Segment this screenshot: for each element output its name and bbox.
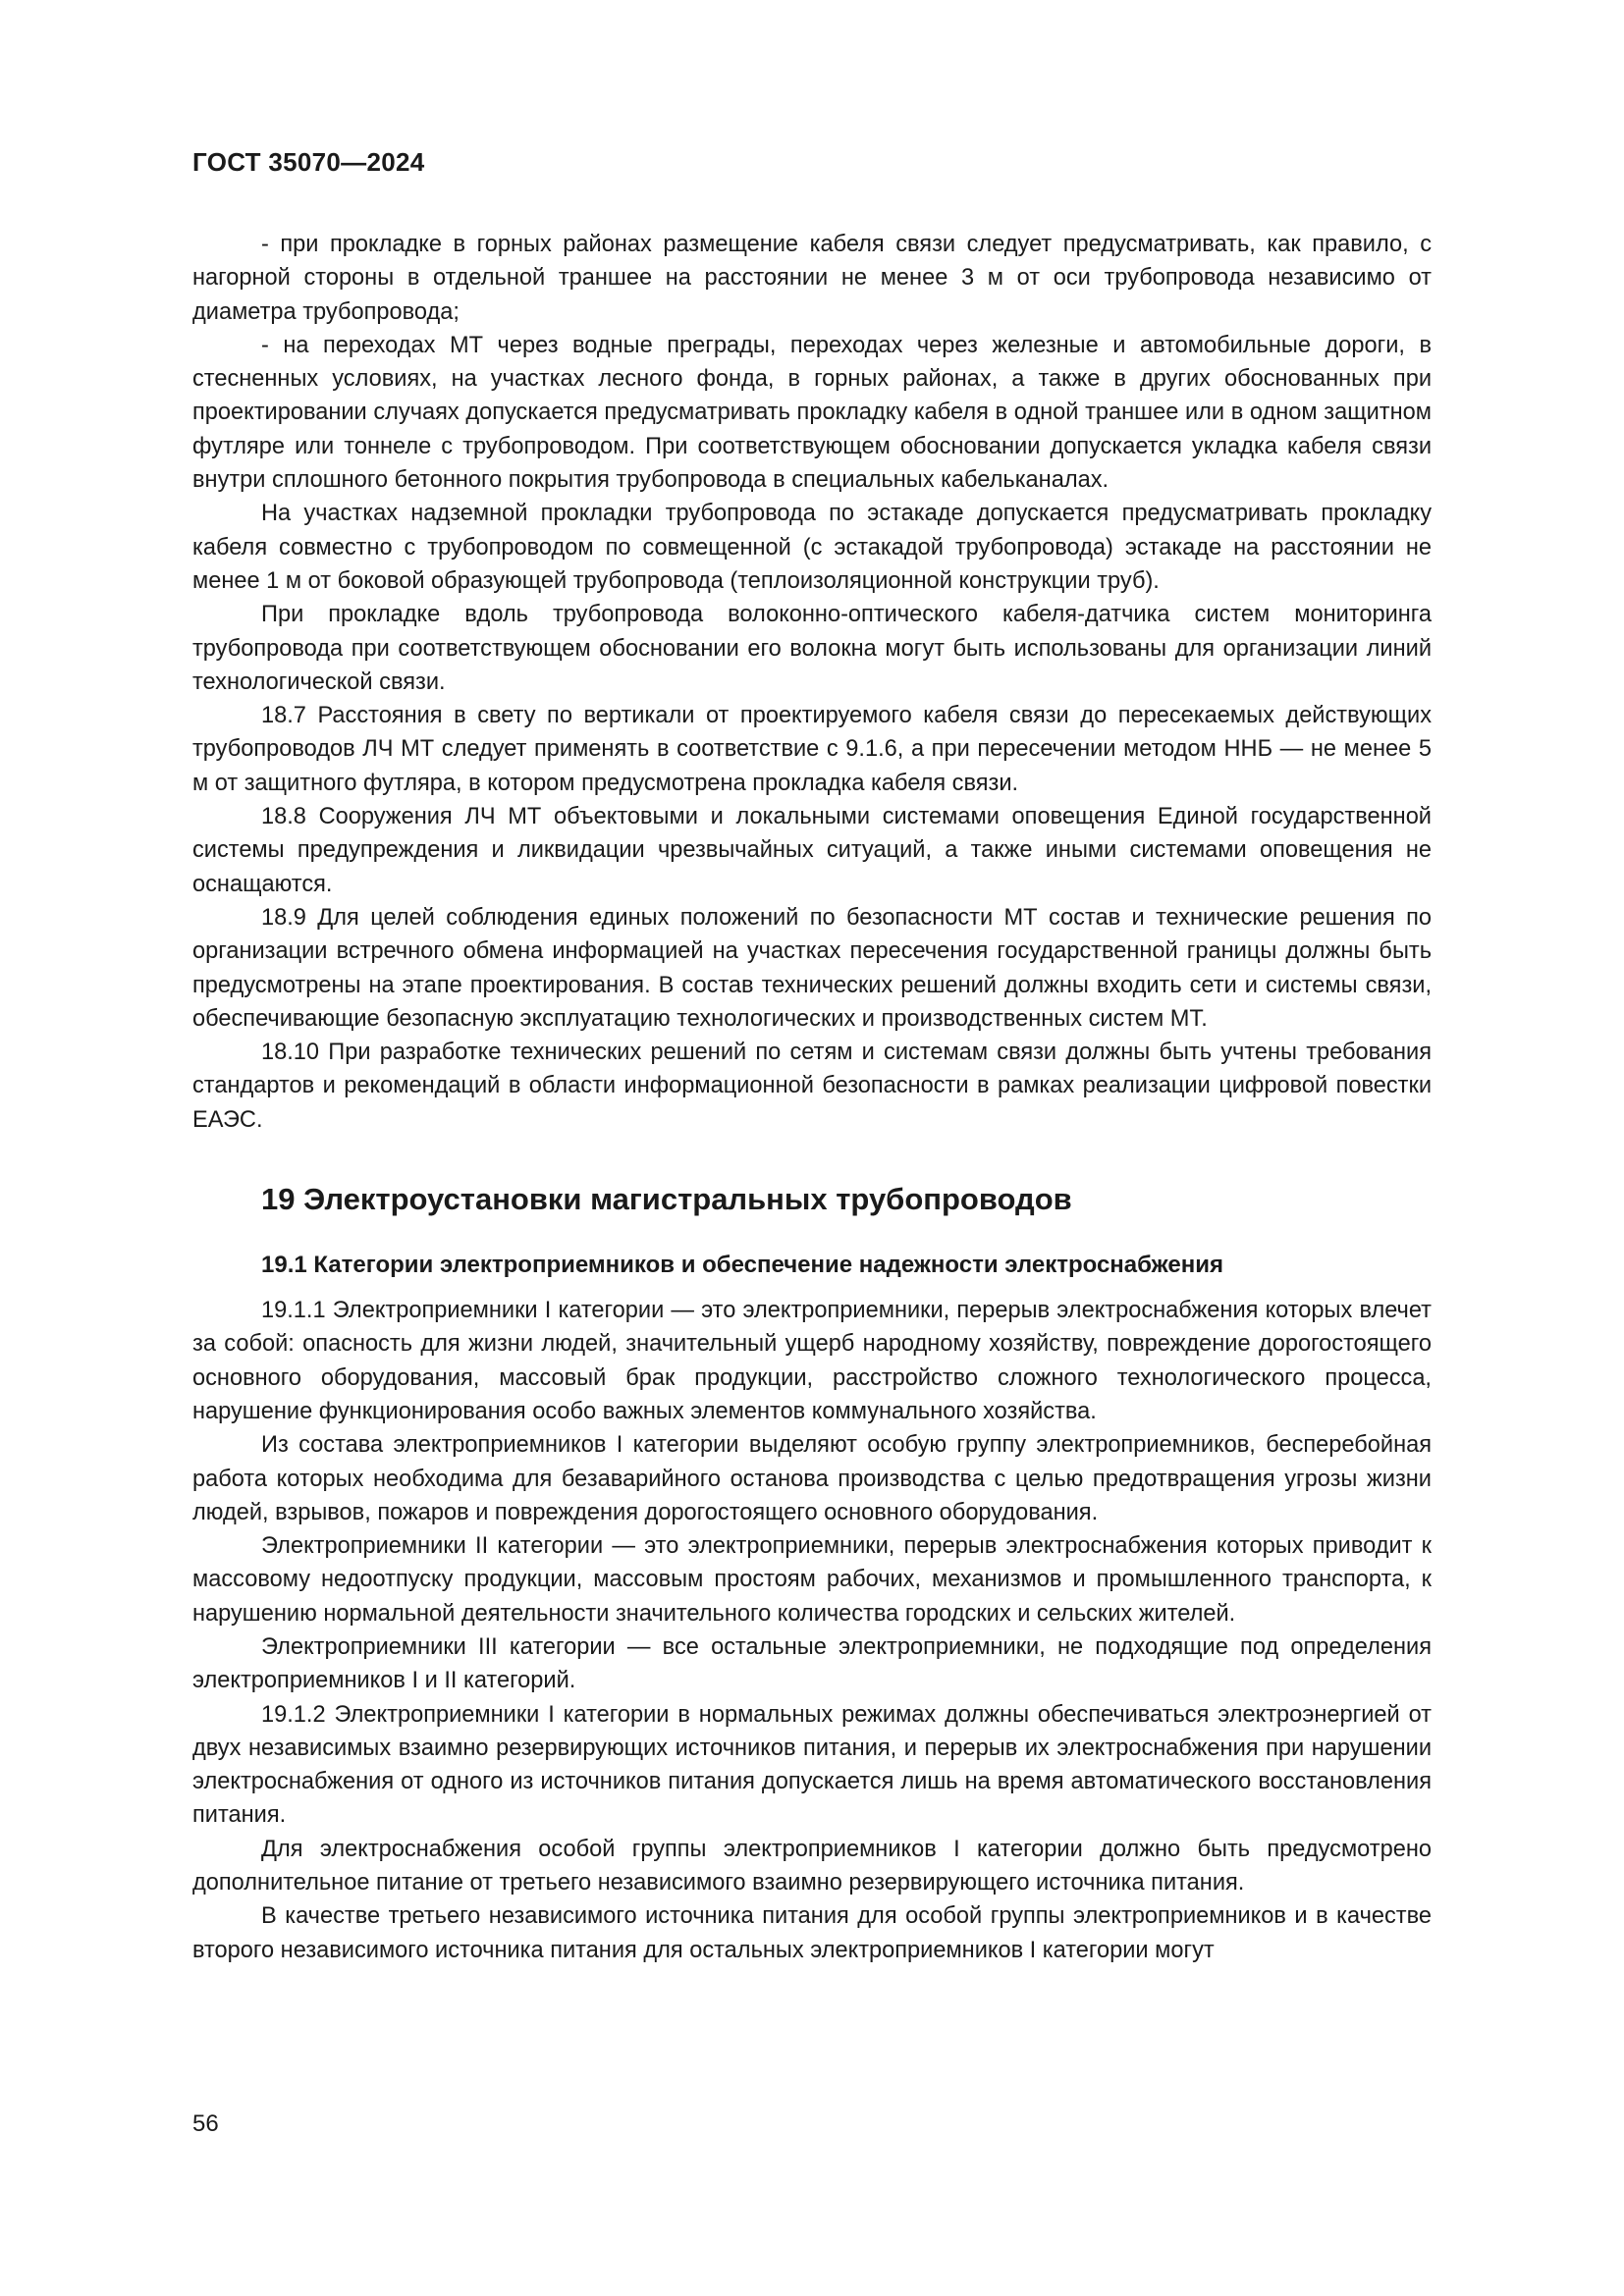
subsection-title: 19.1 Категории электроприемников и обеспечение надежности электроснабжения <box>261 1252 1223 1279</box>
paragraph-18-7: 18.7 Расстояния в свету по вертикали от проектируемого кабеля связи до пересекаемых действующих трубопроводов ЛЧ МТ следует применять в соответствие с 9.1.6, а при пересечении методом ННБ — не менее 5 м от защитного футляра, в котором предусмотрена прокладка кабеля связи. <box>192 703 1432 796</box>
section-title: 19 Электроустановки магистральных трубопроводов <box>261 1182 1072 1217</box>
page-body <box>192 228 1432 1967</box>
paragraph-19-1-1: 19.1.1 Электроприемники I категории — это электроприемники, перерыв электроснабжения которых влечет за собой: опасность для жизни людей, значительный ущерб народному хозяйству, повреждение дорогостоящего основного оборудования, массовый брак продукции, расстройство сложного технологического процесса, нарушение функционирования особо важных элементов коммунального хозяйства. <box>192 1298 1432 1424</box>
paragraph-19-1-2: 19.1.2 Электроприемники I категории в нормальных режимах должны обеспечиваться электроэнергией от двух независимых взаимно резервирующих источников питания, и перерыв их электроснабжения при нарушении электроснабжения от одного из источников питания допускается лишь на время автоматического восстановления питания. <box>192 1701 1432 1829</box>
paragraph: На участках надземной прокладки трубопровода по эстакаде допускается предусматривать прокладку кабеля совместно с трубопроводом по совмещенной (с эстакадой трубопровода) эстакаде на расстоянии не менее 1 м от боковой образующей трубопровода (теплоизоляционной конструкции труб). <box>192 501 1432 594</box>
paragraph: Электроприемники III категории — все остальные электроприемники, не подходящие под определения электроприемников I и II категорий. <box>192 1633 1432 1694</box>
paragraph: Из состава электроприемников I категории выделяют особую группу электроприемников, бесперебойная работа которых необходима для безаварийного останова производства с целью предотвращения угрозы жизни людей, взрывов, пожаров и повреждения дорогостоящего основного оборудования. <box>192 1432 1432 1525</box>
page-number: 56 <box>192 2110 219 2137</box>
paragraph: При прокладке вдоль трубопровода волоконно-оптического кабеля-датчика систем мониторинга трубопровода при соответствующем обосновании его волокна могут быть использованы для организации линий технологической связи. <box>192 602 1432 695</box>
paragraph-18-10: 18.10 При разработке технических решений по сетям и системам связи должны быть учтены требования стандартов и рекомендаций в области информационной безопасности в рамках реализации цифровой повестки ЕАЭС. <box>192 1040 1432 1133</box>
paragraph: Электроприемники II категории — это электроприемники, перерыв электроснабжения которых приводит к массовому недоотпуску продукции, массовым простоям рабочих, механизмов и промышленного транспорта, к нарушению нормальной деятельности значительного количества городских и сельских жителей. <box>192 1533 1432 1627</box>
paragraph: - на переходах МТ через водные преграды, переходах через железные и автомобильные дороги, в стесненных условиях, на участках лесного фонда, в горных районах, а также в других обоснованных при проектировании случаях допускается предусматривать прокладку кабеля в одной траншее или в одном защитном футляре или тоннеле с трубопроводом. При соответствующем обосновании допускается укладка кабеля связи внутри сплошного бетонного покрытия трубопровода в специальных кабельканалах. <box>192 332 1432 494</box>
paragraph-18-9: 18.9 Для целей соблюдения единых положений по безопасности МТ состав и технические решения по организации встречного обмена информацией на участках пересечения государственной границы должны быть предусмотрены на этапе проектирования. В состав технических решений должны входить сети и системы связи, обеспечивающие безопасную эксплуатацию технологических и производственных систем МТ. <box>192 904 1432 1032</box>
paragraph: - при прокладке в горных районах размещение кабеля связи следует предусматривать, как правило, с нагорной стороны в отдельной траншее на расстоянии не менее 3 м от оси трубопровода независимо от диаметра трубопровода; <box>192 232 1432 325</box>
document-code-header: ГОСТ 35070—2024 <box>192 147 425 177</box>
paragraph: Для электроснабжения особой группы электроприемников I категории должно быть предусмотрено дополнительное питание от третьего независимого взаимно резервирующего источника питания. <box>192 1836 1432 1896</box>
paragraph-18-8: 18.8 Сооружения ЛЧ МТ объектовыми и локальными системами оповещения Единой государственной системы предупреждения и ликвидации чрезвычайных ситуаций, а также иными системами оповещения не оснащаются. <box>192 804 1432 897</box>
paragraph: В качестве третьего независимого источника питания для особой группы электроприемников и в качестве второго независимого источника питания для остальных электроприемников I категории могут <box>192 1903 1432 1963</box>
